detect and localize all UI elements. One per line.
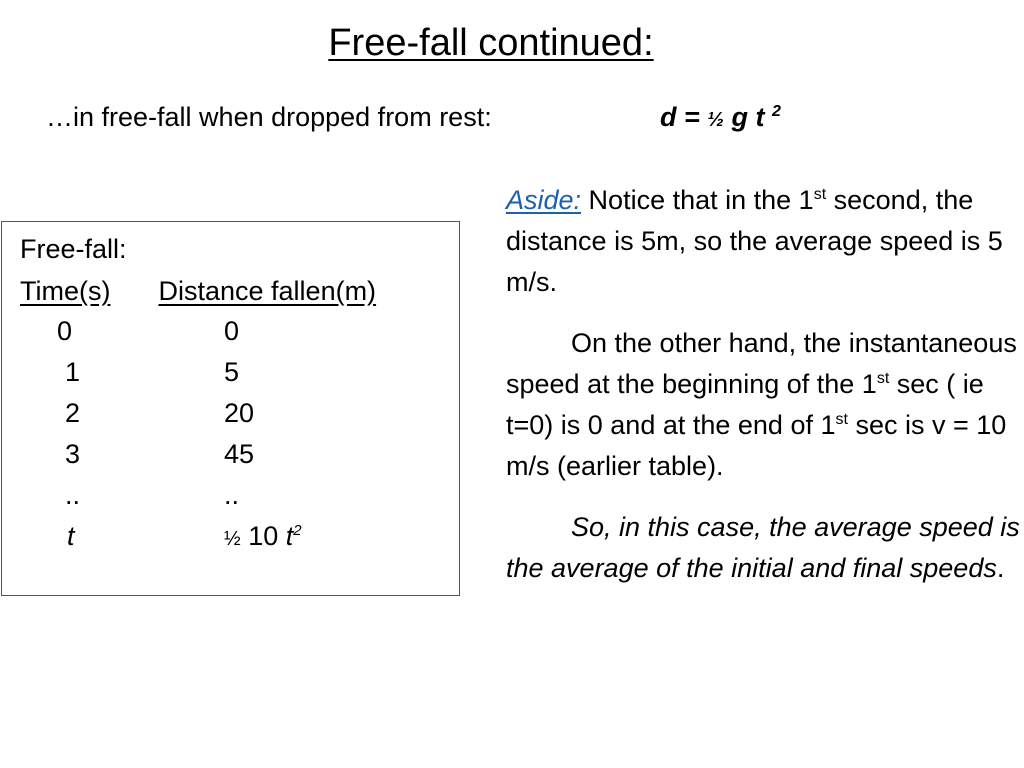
aside-p2-c: sec is v = 10 m/s (earlier table).	[506, 410, 1007, 481]
row-time: 1	[65, 357, 81, 387]
aside-p2-sup1: st	[876, 370, 890, 387]
row-time: 2	[65, 398, 81, 428]
intro-text: …in free-fall when dropped from rest:	[46, 102, 492, 132]
dist-var: t	[285, 521, 294, 551]
aside-paragraph-2	[506, 323, 1021, 487]
dist-exp: 2	[293, 522, 302, 539]
row-distance: 5	[224, 357, 240, 387]
formula-exponent: 2	[771, 103, 781, 120]
header-distance: Distance fallen(m)	[158, 276, 377, 306]
table-header-row	[20, 278, 376, 305]
row-distance: 45	[224, 439, 255, 469]
aside-p2-sup2: st	[835, 411, 848, 428]
row-time: 0	[57, 316, 73, 346]
row-distance: ..	[224, 480, 240, 510]
aside-p1-sup: st	[813, 186, 827, 203]
aside-paragraph-3	[506, 507, 1021, 589]
aside-label: Aside:	[506, 185, 582, 215]
aside-paragraph-1	[506, 180, 1021, 303]
slide-title: Free-fall continued:	[328, 22, 654, 64]
aside-block	[506, 180, 1021, 589]
formula-rhs: g t	[723, 102, 772, 132]
aside-p2-a: On the other hand, the instantaneous speed at the beginning of the 1	[506, 328, 1017, 399]
aside-p1-a: Notice that in the 1	[581, 185, 814, 215]
row-time: 3	[65, 439, 81, 469]
header-time: Time(s)	[20, 276, 111, 306]
aside-p2-b: sec ( ie t=0) is 0 and at the end of 1	[506, 369, 984, 440]
dist-mid: 10	[240, 521, 286, 551]
free-fall-formula	[660, 102, 781, 133]
table-caption: Free-fall:	[20, 234, 127, 264]
formula-half: ½	[707, 109, 724, 131]
aside-p1-b: second, the distance is 5m, so the average speed is 5 m/s.	[506, 185, 1003, 297]
row-time-variable: t	[67, 521, 75, 551]
row-distance-formula	[224, 523, 302, 550]
row-time: ..	[65, 480, 81, 510]
row-distance: 20	[224, 398, 255, 428]
formula-lhs: d =	[660, 102, 708, 132]
row-distance: 0	[224, 316, 240, 346]
aside-p3-b: .	[996, 553, 1005, 583]
dist-half: ½	[224, 528, 241, 550]
aside-p3-a: So, in this case, the average speed is the average of the initial and final speeds	[506, 512, 1020, 583]
